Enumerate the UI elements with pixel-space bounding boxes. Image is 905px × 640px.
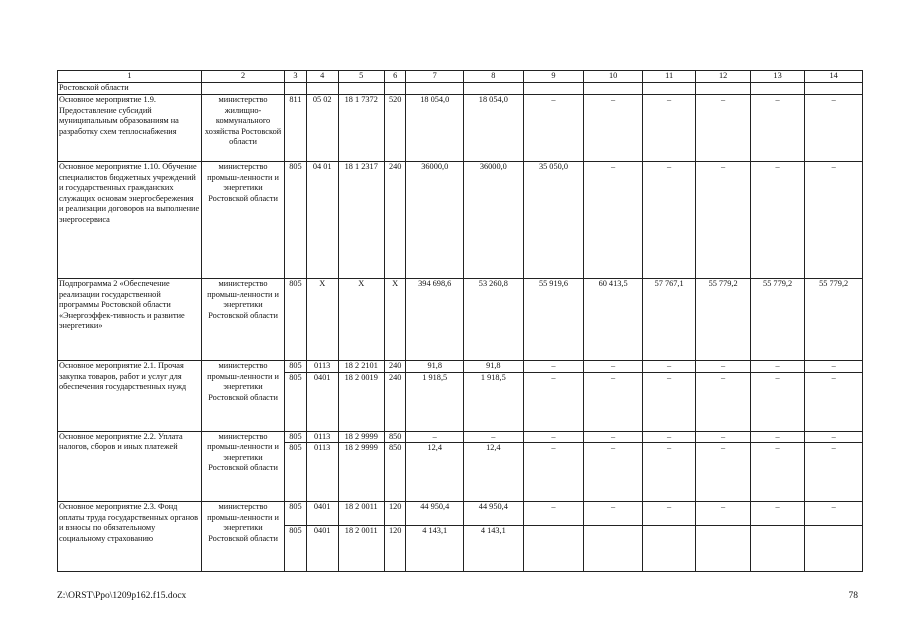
cell-c9 — [523, 526, 584, 572]
cell-c4: 0401 — [306, 372, 338, 431]
header-cell-10: 10 — [584, 71, 643, 83]
cell-c3: 805 — [285, 279, 307, 361]
activity-name: Основное мероприятие 2.3. Фонд оплаты труда государственных органов и взносы по обязательному социальному страхованию — [58, 502, 202, 572]
header-row — [58, 71, 863, 83]
table-row — [58, 502, 863, 526]
table-body — [58, 71, 863, 572]
executor: министерство промыш-ленности и энергетики Ростовской области — [201, 361, 284, 432]
cell-c14: – — [805, 372, 863, 431]
cell-c5: 18 2 0011 — [338, 526, 384, 572]
cell-c4: 05 02 — [306, 95, 338, 162]
cell-c11: – — [642, 372, 695, 431]
header-cell-12: 12 — [696, 71, 750, 83]
cell-c3: 805 — [285, 431, 307, 443]
executor: министерство промыш-ленности и энергетики Ростовской области — [201, 431, 284, 502]
cell-c8: 4 143,1 — [464, 526, 524, 572]
table-row — [58, 95, 863, 162]
cell-c4: 0113 — [306, 443, 338, 502]
cell-c14: 55 779,2 — [805, 279, 863, 361]
cell-c9: – — [523, 95, 584, 162]
cell-c7: 44 950,4 — [406, 502, 464, 526]
cell-c3: 805 — [285, 162, 307, 279]
cell-c8: 91,8 — [464, 361, 524, 373]
cell-c3: 805 — [285, 526, 307, 572]
executor: министерство промыш-ленности и энергетики Ростовской области — [201, 279, 284, 361]
cell-c11: 57 767,1 — [642, 279, 695, 361]
table-row — [58, 162, 863, 279]
cell-c13 — [750, 526, 804, 572]
activity-name: Основное мероприятие 1.10. Обучение специалистов бюджетных учреждений и государственных гражданских служащих основам энергосбережения и реализации договоров на выполнение энергосервиса — [58, 162, 202, 279]
cell-c5: 18 2 9999 — [338, 443, 384, 502]
cell-c5: 18 2 9999 — [338, 431, 384, 443]
cell-c4: Х — [306, 279, 338, 361]
header-cell-7: 7 — [406, 71, 464, 83]
cell-c11: – — [642, 361, 695, 373]
cell-c7: 4 143,1 — [406, 526, 464, 572]
header-cell-14: 14 — [805, 71, 863, 83]
cell-c7: 12,4 — [406, 443, 464, 502]
cell-c13: – — [750, 372, 804, 431]
executor: министерство промыш-ленности и энергетики Ростовской области — [201, 502, 284, 572]
cell-c9: – — [523, 443, 584, 502]
cell-c8: 18 054,0 — [464, 95, 524, 162]
cell-c13: – — [750, 95, 804, 162]
executor: министерство жилищно-коммунального хозяйства Ростовской области — [201, 95, 284, 162]
header-cell-8: 8 — [464, 71, 524, 83]
cell-c10: 60 413,5 — [584, 279, 643, 361]
cell-c7: 394 698,6 — [406, 279, 464, 361]
cell-c3: 805 — [285, 502, 307, 526]
cell-c11: – — [642, 95, 695, 162]
cell-c12: – — [696, 502, 750, 526]
cell-c7: – — [406, 431, 464, 443]
cell-c6: 520 — [384, 95, 406, 162]
cell-c3: 805 — [285, 372, 307, 431]
cell-c10: – — [584, 361, 643, 373]
region-row — [58, 83, 863, 95]
cell-c4: 0113 — [306, 431, 338, 443]
cell-c4: 0401 — [306, 502, 338, 526]
cell-c14: – — [805, 502, 863, 526]
cell-c8: – — [464, 431, 524, 443]
header-cell-4: 4 — [306, 71, 338, 83]
header-cell-6: 6 — [384, 71, 406, 83]
header-cell-5: 5 — [338, 71, 384, 83]
cell-c14: – — [805, 431, 863, 443]
cell-c10: – — [584, 162, 643, 279]
cell-c10 — [584, 526, 643, 572]
cell-c5: 18 1 7372 — [338, 95, 384, 162]
cell-c14: – — [805, 361, 863, 373]
cell-c11: – — [642, 162, 695, 279]
cell-c12: – — [696, 162, 750, 279]
header-cell-3: 3 — [285, 71, 307, 83]
cell-c10: – — [584, 431, 643, 443]
cell-c6: 850 — [384, 443, 406, 502]
cell-c7: 36000,0 — [406, 162, 464, 279]
cell-c8: 44 950,4 — [464, 502, 524, 526]
cell-c6: 850 — [384, 431, 406, 443]
cell-c12: – — [696, 95, 750, 162]
cell-c5: Х — [338, 279, 384, 361]
cell-c9: – — [523, 502, 584, 526]
cell-c6: 120 — [384, 502, 406, 526]
cell-c5: 18 1 2317 — [338, 162, 384, 279]
activity-name: Основное мероприятие 2.1. Прочая закупка товаров, работ и услуг для обеспечения государственных нужд — [58, 361, 202, 432]
activity-name: Основное мероприятие 1.9. Предоставление субсидий муниципальным образованиям на разработку схем теплоснабжения — [58, 95, 202, 162]
cell-c10: – — [584, 443, 643, 502]
cell-c13: – — [750, 443, 804, 502]
cell-c12: – — [696, 443, 750, 502]
cell-c11 — [642, 526, 695, 572]
cell-c9: – — [523, 372, 584, 431]
cell-c14 — [805, 526, 863, 572]
cell-c3: 805 — [285, 443, 307, 502]
cell-c6: 240 — [384, 162, 406, 279]
header-cell-1: 1 — [58, 71, 202, 83]
cell-c12: – — [696, 372, 750, 431]
footer-file-path: Z:\ORST\Ppo\1209p162.f15.docx — [57, 591, 187, 601]
cell-c11: – — [642, 431, 695, 443]
activity-name: Основное мероприятие 2.2. Уплата налогов, сборов и иных платежей — [58, 431, 202, 502]
cell-c12: – — [696, 431, 750, 443]
cell-c9: – — [523, 431, 584, 443]
cell-c3: 811 — [285, 95, 307, 162]
cell-c14: – — [805, 162, 863, 279]
cell-c4: 0401 — [306, 526, 338, 572]
cell-c9: 55 919,6 — [523, 279, 584, 361]
cell-c8: 36000,0 — [464, 162, 524, 279]
cell-c6: 120 — [384, 526, 406, 572]
cell-c14: – — [805, 443, 863, 502]
cell-c8: 1 918,5 — [464, 372, 524, 431]
cell-c5: 18 2 0019 — [338, 372, 384, 431]
cell-c5: 18 2 2101 — [338, 361, 384, 373]
cell-c4: 04 01 — [306, 162, 338, 279]
cell-c6: 240 — [384, 361, 406, 373]
cell-c7: 91,8 — [406, 361, 464, 373]
table-row — [58, 279, 863, 361]
cell-c13: – — [750, 361, 804, 373]
cell-c13: 55 779,2 — [750, 279, 804, 361]
cell-c12: 55 779,2 — [696, 279, 750, 361]
cell-c4: 0113 — [306, 361, 338, 373]
cell-c10: – — [584, 372, 643, 431]
cell-c3: 805 — [285, 361, 307, 373]
header-cell-9: 9 — [523, 71, 584, 83]
cell-c10: – — [584, 95, 643, 162]
header-cell-13: 13 — [750, 71, 804, 83]
activity-name: Подпрограмма 2 «Обеспечение реализации государственной программы Ростовской области «Энергоэффек-тивность и развитие энергетики» — [58, 279, 202, 361]
cell-c8: 12,4 — [464, 443, 524, 502]
cell-c9: – — [523, 361, 584, 373]
footer-page-number: 78 — [848, 591, 858, 601]
executor: министерство промыш-ленности и энергетики Ростовской области — [201, 162, 284, 279]
header-cell-2: 2 — [201, 71, 284, 83]
cell-c11: – — [642, 443, 695, 502]
cell-c8: 53 260,8 — [464, 279, 524, 361]
cell-c7: 18 054,0 — [406, 95, 464, 162]
cell-c13: – — [750, 502, 804, 526]
table-row — [58, 431, 863, 443]
cell-c12: – — [696, 361, 750, 373]
budget-table — [57, 70, 863, 572]
cell-c11: – — [642, 502, 695, 526]
cell-c10: – — [584, 502, 643, 526]
header-cell-11: 11 — [642, 71, 695, 83]
cell-c6: Х — [384, 279, 406, 361]
cell-c9: 35 050,0 — [523, 162, 584, 279]
cell-c7: 1 918,5 — [406, 372, 464, 431]
cell-c13: – — [750, 162, 804, 279]
cell-c14: – — [805, 95, 863, 162]
cell-c6: 240 — [384, 372, 406, 431]
table-row — [58, 361, 863, 373]
cell-c5: 18 2 0011 — [338, 502, 384, 526]
cell-c13: – — [750, 431, 804, 443]
region-label: Ростовской области — [58, 83, 202, 95]
cell-c12 — [696, 526, 750, 572]
